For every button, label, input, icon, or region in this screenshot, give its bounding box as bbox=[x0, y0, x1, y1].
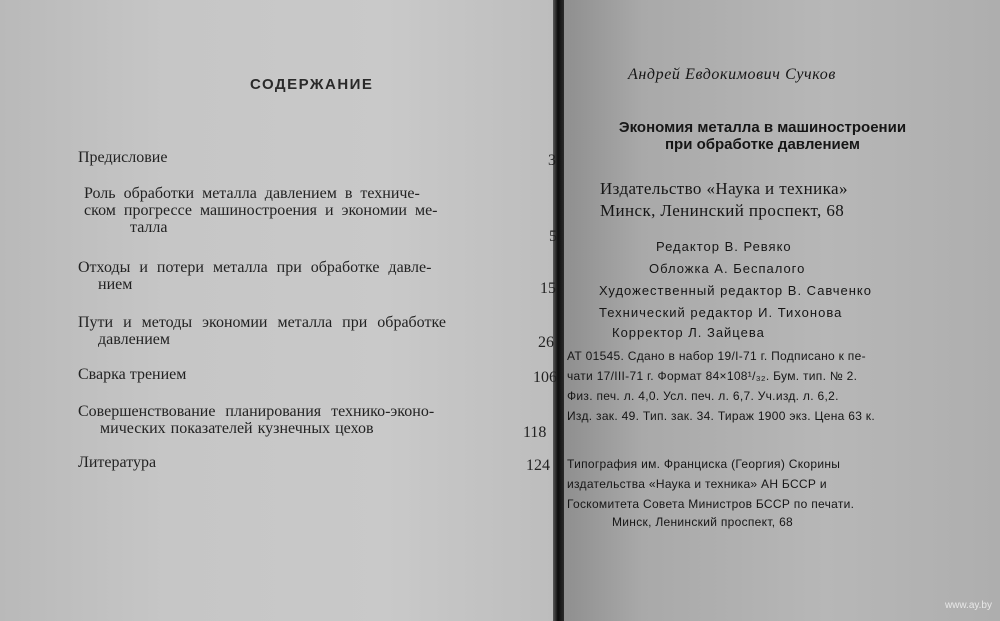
toc-entry-line: талла bbox=[130, 219, 168, 236]
toc-entry bbox=[78, 259, 431, 293]
toc-entry-line: Отходы и потери металла при обработке давле- bbox=[78, 259, 432, 276]
typography-line: Госкомитета Совета Министров БССР по печати. bbox=[567, 497, 855, 511]
toc-entry bbox=[78, 403, 434, 437]
staff-tech-editor: Технический редактор И. Тихонова bbox=[599, 305, 843, 320]
toc-page-number: 106 bbox=[533, 369, 557, 386]
print-details-line: АТ 01545. Сдано в набор 19/I-71 г. Подписано к пе- bbox=[567, 349, 866, 363]
toc-entry-line: Пути и методы экономии металла при обработке bbox=[78, 314, 446, 331]
book-title-line: при обработке давлением bbox=[664, 136, 861, 153]
toc-entry bbox=[78, 149, 167, 166]
site-watermark: www.ay.by bbox=[944, 600, 992, 611]
toc-entry-line: мических показателей кузнечных цехов bbox=[100, 420, 374, 437]
toc-entry bbox=[78, 314, 446, 348]
toc-entry-line: Роль обработки металла давлением в техниче- bbox=[84, 185, 420, 202]
toc-entry-line: ском прогрессе машиностроения и экономии ме- bbox=[84, 202, 438, 219]
toc-entry bbox=[84, 185, 438, 236]
publisher-name: Издательство «Наука и техника» bbox=[600, 179, 848, 198]
staff-cover: Обложка А. Беспалого bbox=[649, 261, 806, 276]
book-title bbox=[590, 119, 935, 153]
typography-line: издательства «Наука и техника» АН БССР и bbox=[567, 477, 827, 491]
publisher-address: Минск, Ленинский проспект, 68 bbox=[600, 201, 845, 220]
print-details-line: Физ. печ. л. 4,0. Усл. печ. л. 6,7. Уч.изд. л. 6,2. bbox=[567, 389, 839, 403]
toc-page-number: 15 bbox=[540, 280, 556, 297]
toc-entry bbox=[78, 366, 186, 383]
toc-entry bbox=[78, 454, 156, 471]
toc-entry-line: Литература bbox=[78, 454, 157, 471]
toc-entry-line: давлением bbox=[98, 331, 171, 348]
toc-page-number: 26 bbox=[538, 334, 554, 351]
toc-entry-line: Совершенствование планирования технико-эконо- bbox=[78, 403, 435, 420]
toc-entry-line: Предисловие bbox=[78, 149, 168, 166]
print-details-line: Изд. зак. 49. Тип. зак. 34. Тираж 1900 экз. Цена 63 к. bbox=[567, 409, 875, 423]
toc-entry-line: Сварка трением bbox=[78, 366, 187, 383]
toc-page-number: 124 bbox=[526, 457, 550, 474]
staff-editor: Редактор В. Ревяко bbox=[656, 239, 792, 254]
book-gutter bbox=[553, 0, 564, 621]
author-name: Андрей Евдокимович Сучков bbox=[628, 66, 836, 83]
typography-line: Минск, Ленинский проспект, 68 bbox=[612, 515, 794, 529]
toc-page-number: 3 bbox=[548, 152, 556, 169]
staff-proofreader: Корректор Л. Зайцева bbox=[612, 325, 765, 340]
toc-page-number: 118 bbox=[523, 424, 547, 441]
typography-line: Типография им. Франциска (Георгия) Скорины bbox=[567, 457, 841, 471]
print-details-line: чати 17/III-71 г. Формат 84×108¹/₃₂. Бум. тип. № 2. bbox=[567, 369, 858, 383]
toc-entry-line: нием bbox=[98, 276, 133, 293]
toc-page-number: 5 bbox=[549, 228, 557, 245]
book-title-line: Экономия металла в машиностроении bbox=[618, 119, 907, 136]
toc-heading: СОДЕРЖАНИЕ bbox=[250, 76, 374, 93]
staff-art-editor: Художественный редактор В. Савченко bbox=[599, 283, 872, 298]
